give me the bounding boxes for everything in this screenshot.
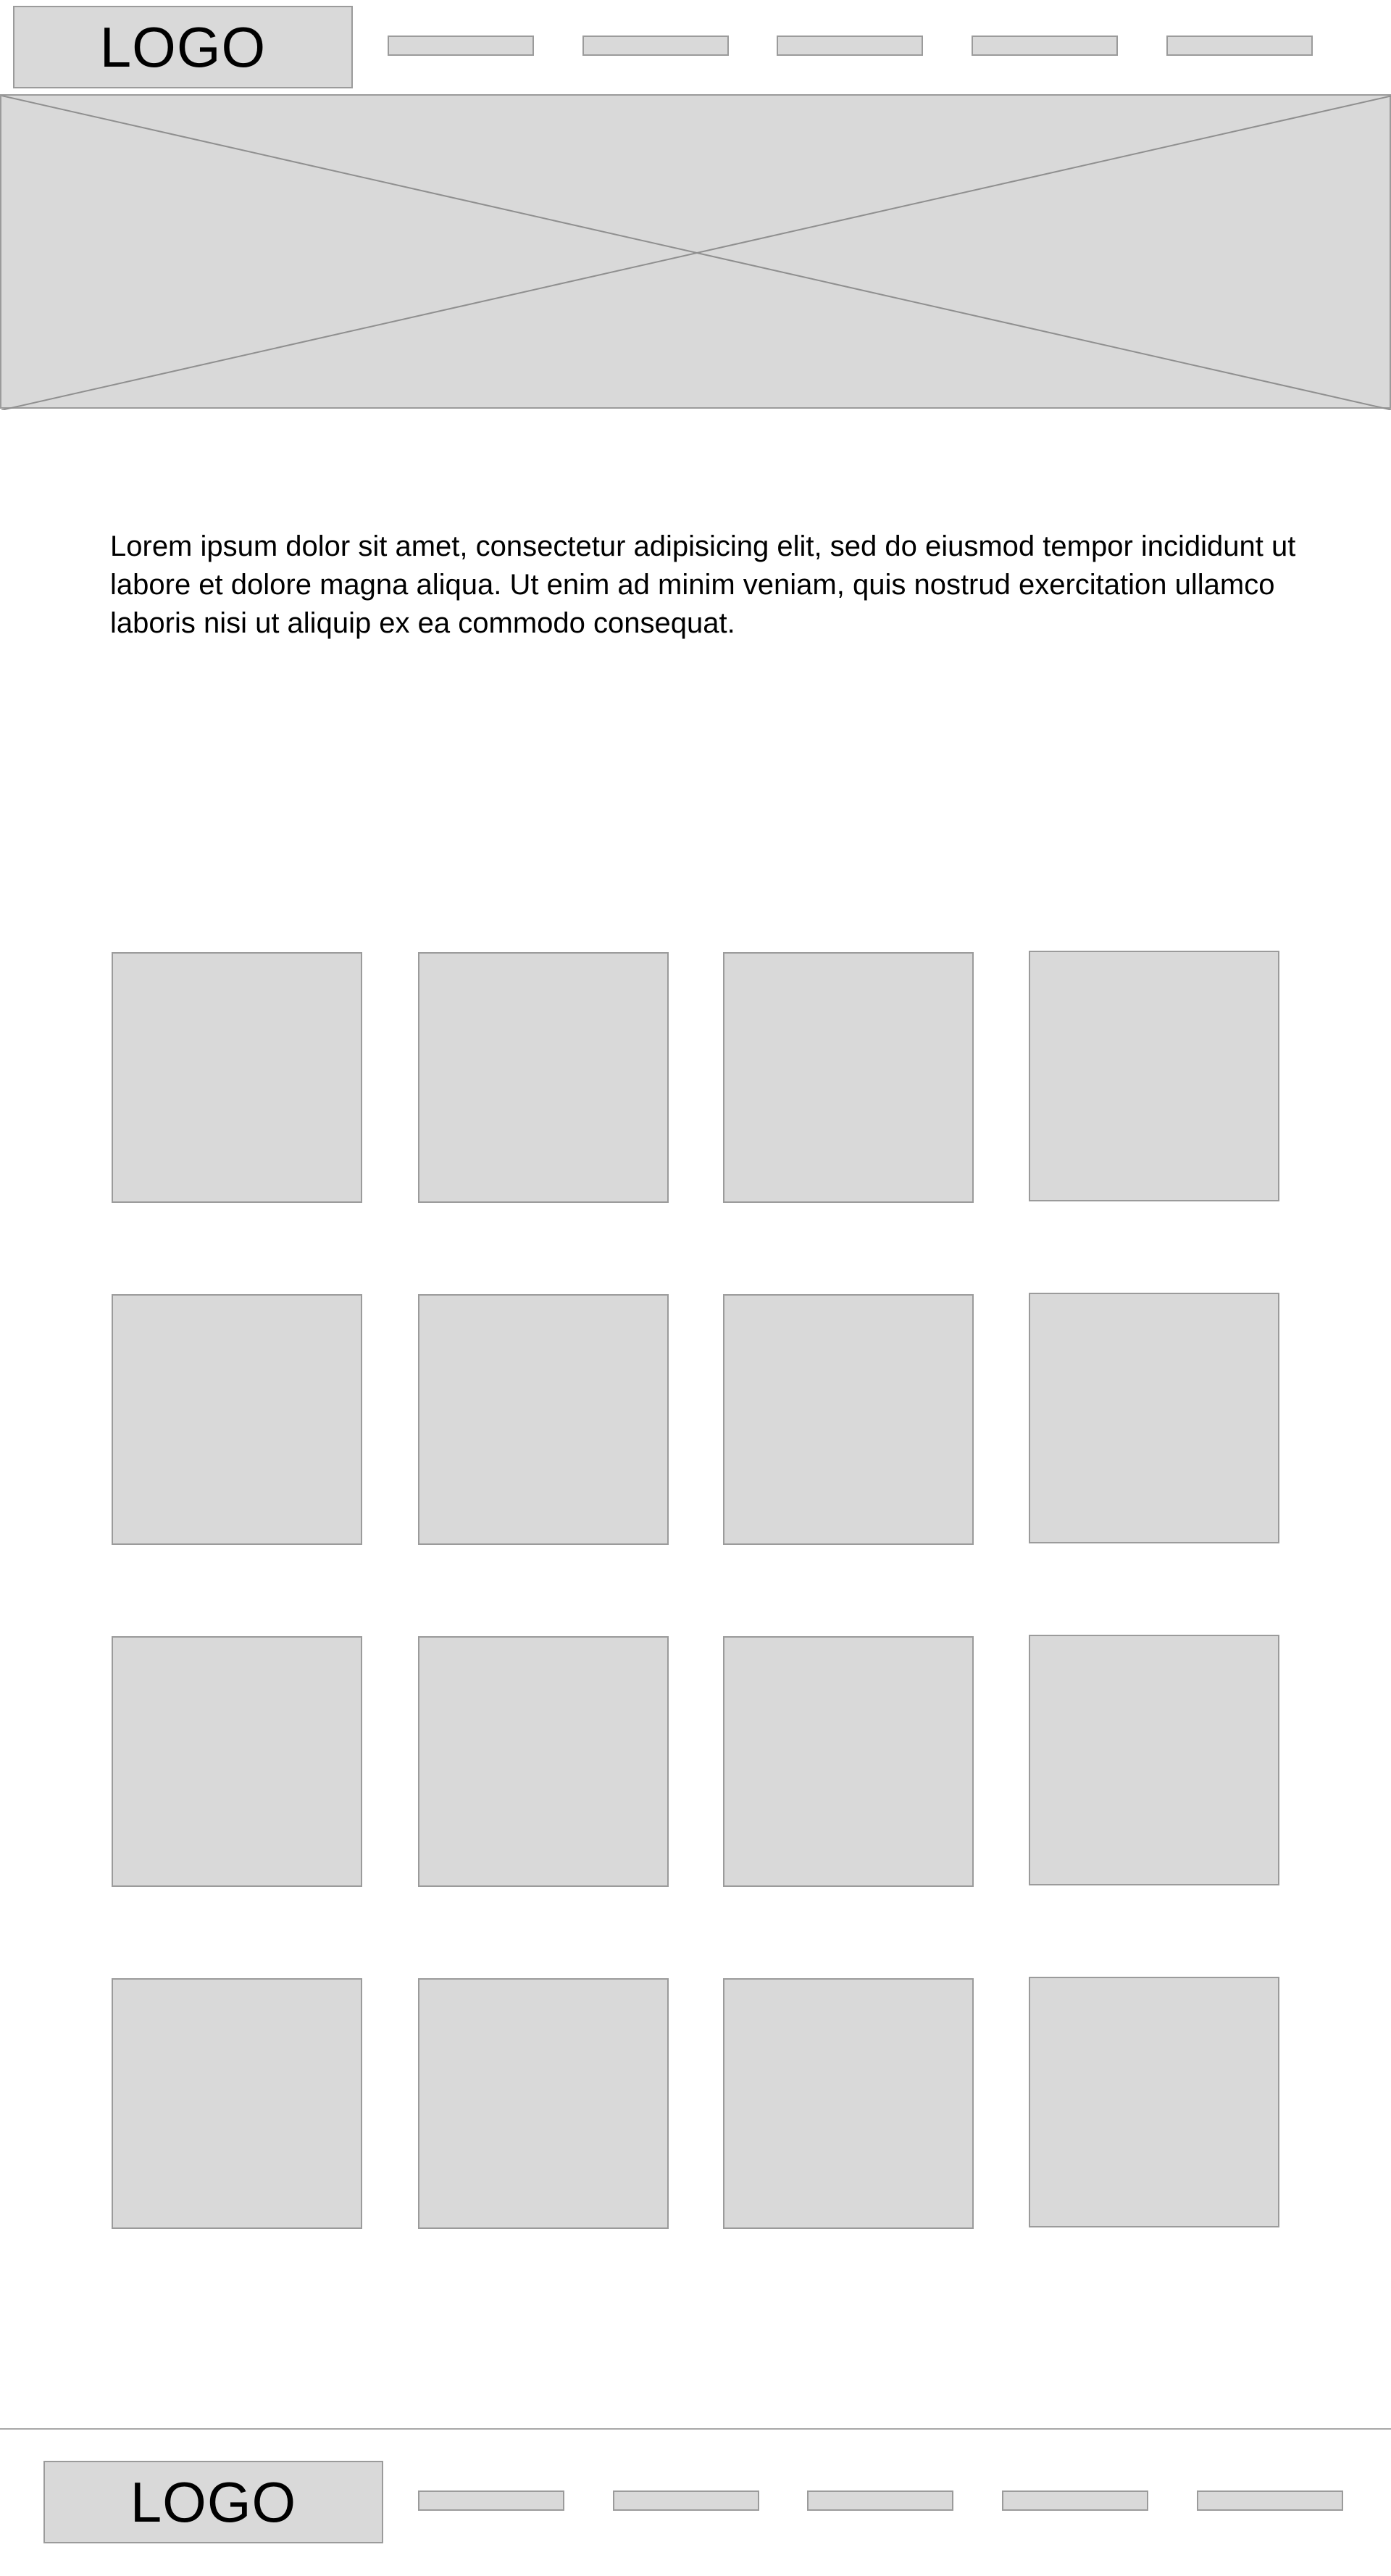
hero-image-placeholder (0, 94, 1391, 409)
header-logo[interactable] (13, 6, 353, 88)
header-nav-item-5[interactable] (1166, 36, 1313, 56)
header-nav-item-3[interactable] (777, 36, 923, 56)
grid-tile-1[interactable] (112, 952, 362, 1203)
header-nav-item-4[interactable] (972, 36, 1118, 56)
grid-tile-13[interactable] (112, 1978, 362, 2229)
grid-tile-4[interactable] (1029, 951, 1279, 1201)
footer-divider (0, 2428, 1391, 2430)
grid-tile-5[interactable] (112, 1294, 362, 1545)
grid-tile-12[interactable] (1029, 1635, 1279, 1885)
grid-tile-9[interactable] (112, 1636, 362, 1887)
header-logo-text: LOGO (99, 14, 267, 79)
footer-logo[interactable] (43, 2461, 383, 2543)
grid-tile-15[interactable] (723, 1978, 974, 2229)
footer-nav-item-1[interactable] (418, 2490, 564, 2511)
grid-tile-6[interactable] (418, 1294, 669, 1545)
footer-logo-text: LOGO (130, 2469, 297, 2534)
intro-paragraph: Lorem ipsum dolor sit amet, consectetur adipisicing elit, sed do eiusmod tempor incididunt ut labore et dolore magna aliqua. Ut enim ad minim veniam, quis nostrud exercitation ullamco laboris nisi ut aliquip ex ea commodo consequat. (110, 530, 1296, 639)
header-nav-item-2[interactable] (582, 36, 729, 56)
footer-nav-item-2[interactable] (613, 2490, 759, 2511)
grid-tile-11[interactable] (723, 1636, 974, 1887)
grid-tile-8[interactable] (1029, 1293, 1279, 1543)
footer-nav-item-4[interactable] (1002, 2490, 1148, 2511)
grid-tile-14[interactable] (418, 1978, 669, 2229)
grid-tile-2[interactable] (418, 952, 669, 1203)
grid-tile-3[interactable] (723, 952, 974, 1203)
grid-tile-7[interactable] (723, 1294, 974, 1545)
image-placeholder-cross-icon (1, 96, 1391, 410)
grid-tile-10[interactable] (418, 1636, 669, 1887)
footer-nav-item-3[interactable] (807, 2490, 953, 2511)
footer-nav-item-5[interactable] (1197, 2490, 1343, 2511)
header-nav-item-1[interactable] (388, 36, 534, 56)
grid-tile-16[interactable] (1029, 1977, 1279, 2227)
